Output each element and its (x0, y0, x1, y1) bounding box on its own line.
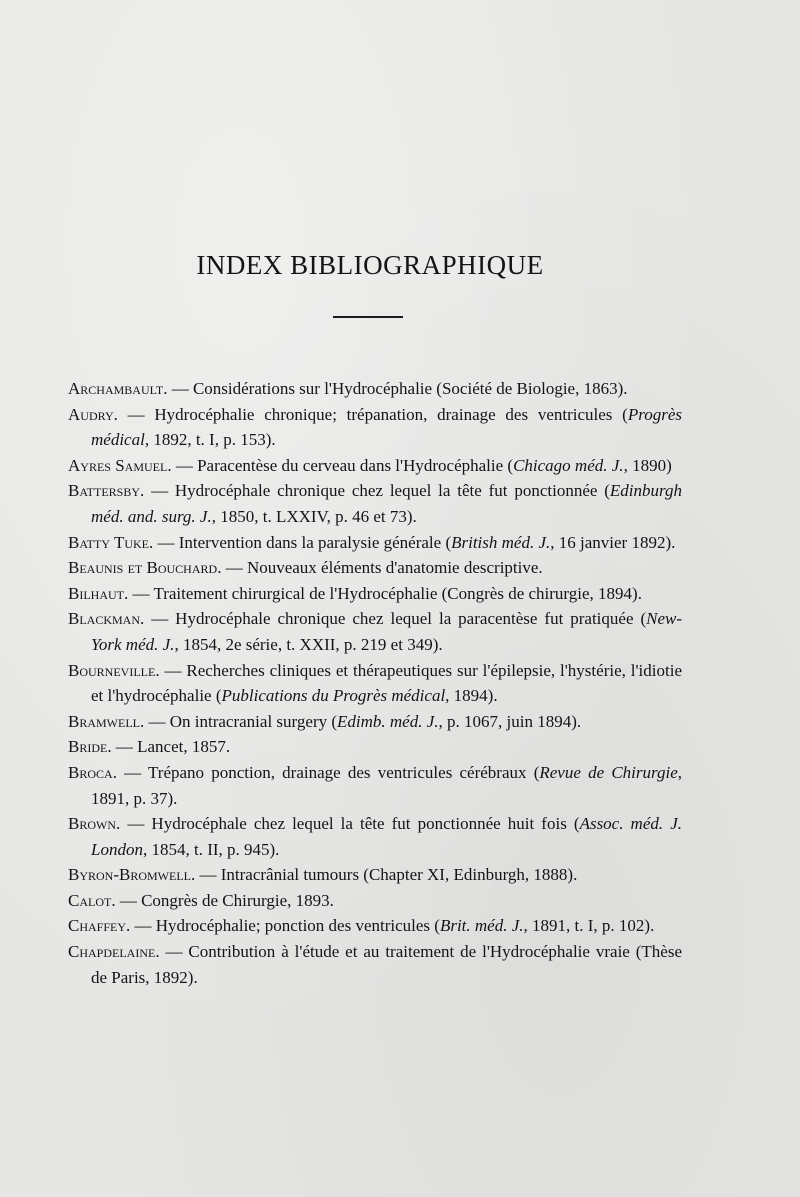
entry-author: Bilhaut (68, 583, 124, 603)
entry-source: Brit. méd. J. (439, 916, 524, 936)
bibliography-entry (68, 658, 682, 709)
bibliography-entry (68, 453, 682, 479)
bibliography-entry (68, 376, 682, 402)
entry-text: . — Hydrocéphalie chronique; trépanation, drainage des ventricules ( (113, 404, 628, 424)
entry-text: . — Hydrocéphale chez lequel la tête fut ponctionnée huit fois ( (116, 814, 580, 834)
entry-text: . — Considérations sur l'Hydrocéphalie (Société de Biologie, 1863). (163, 379, 628, 398)
bibliography-entry (68, 402, 682, 453)
entry-source: Revue de Chirurgie (539, 762, 678, 782)
entry-author: Ayres Samuel (68, 455, 168, 475)
entry-text: , 1892, t. I, p. 153). (144, 430, 276, 450)
entry-text: . — Traitement chirurgical de l'Hydrocéphalie (Congrès de chirurgie, 1894). (124, 583, 642, 603)
bibliography-entry (68, 555, 682, 581)
entry-text: . — Nouveaux éléments d'anatomie descriptive. (217, 558, 543, 578)
entry-author: Batty Tuke (68, 532, 149, 552)
entry-text: . — Hydrocéphale chronique chez lequel la paracentèse fut pratiquée ( (140, 609, 647, 629)
entry-author: Archambault (68, 379, 164, 398)
entry-author: Audry (68, 404, 114, 424)
entry-text: , 1890) (623, 455, 672, 475)
title-divider (333, 316, 403, 318)
entry-text: . — On intracranial surgery ( (140, 711, 338, 731)
entry-author: Blackman (68, 609, 141, 629)
entry-text: , 1891, t. I, p. 102). (523, 916, 655, 936)
entry-author: Bride (68, 737, 108, 757)
entry-source: British méd. J. (451, 532, 551, 552)
entry-source: Edinburgh méd. and. surg. J. (91, 481, 682, 526)
bibliography-entry (68, 939, 682, 990)
entry-source: Progrès médical (91, 404, 682, 450)
bibliography-entry (68, 913, 682, 939)
entry-text: , 1850, t. LXXIV, p. 46 et 73). (211, 506, 417, 526)
entry-text: , 1891, p. 37). (91, 762, 683, 808)
entry-author: Byron-Bromwell (68, 865, 191, 885)
bibliography-entry (68, 581, 682, 607)
entry-source: New-York méd. J. (91, 609, 682, 654)
bibliography-entry (68, 709, 682, 735)
entry-source: Chicago méd. J. (513, 455, 624, 475)
bibliography-entry (68, 530, 682, 556)
entry-text: . — Hydrocéphalie; ponction des ventricules ( (126, 916, 440, 936)
bibliography-list (68, 376, 682, 990)
entry-text: . — Lancet, 1857. (107, 737, 231, 757)
entry-text: . — Paracentèse du cerveau dans l'Hydrocéphalie ( (167, 455, 514, 475)
bibliography-entry (68, 478, 682, 529)
bibliography-entry (68, 811, 682, 862)
entry-author: Chaffey (68, 916, 127, 936)
entry-text: . — Hydrocéphale chronique chez lequel la tête fut ponctionnée ( (140, 481, 610, 501)
entry-source: Publications du Progrès médical (221, 686, 446, 706)
entry-text: . — Intracrânial tumours (Chapter XI, Edinburgh, 1888). (191, 865, 578, 885)
entry-text: . — Trépano ponction, drainage des ventricules cérébraux ( (112, 762, 540, 782)
bibliography-entry (68, 862, 682, 888)
page-title: INDEX BIBLIOGRAPHIQUE (196, 250, 544, 281)
entry-author: Bramwell (68, 711, 140, 731)
entry-author: Calot (68, 890, 112, 910)
bibliography-entry (68, 888, 682, 914)
entry-text: , 1854, t. II, p. 945). (142, 839, 280, 859)
entry-author: Battersby (68, 481, 141, 501)
entry-text: . — Recherches cliniques et thérapeutiques sur l'épilepsie, l'hystérie, l'idiotie et l'hydrocéphalie ( (91, 660, 682, 706)
bibliography-entry (68, 606, 682, 657)
entry-source: Assoc. méd. J. London (91, 814, 683, 859)
entry-text: , 16 janvier 1892). (550, 532, 676, 552)
entry-source: Edimb. méd. J. (337, 711, 439, 731)
entry-text: . — Intervention dans la paralysie générale ( (149, 532, 452, 552)
bibliography-entry (68, 760, 682, 811)
entry-text: , 1854, 2e série, t. XXII, p. 219 et 349). (174, 634, 443, 654)
entry-text: . — Contribution à l'étude et au traitement de l'Hydrocéphalie vraie (Thèse de Paris, 1892). (91, 942, 682, 987)
entry-text: , p. 1067, juin 1894). (438, 711, 582, 731)
bibliography-entry (68, 734, 682, 760)
entry-author: Chapdelaine (68, 942, 156, 962)
entry-text: . — Congrès de Chirurgie, 1893. (111, 890, 334, 910)
entry-author: Bourneville (68, 660, 156, 680)
entry-text: , 1894). (445, 686, 498, 706)
entry-author: Broca (68, 762, 113, 782)
entry-author: Brown (68, 814, 117, 834)
entry-author: Beaunis et Bouchard (68, 558, 218, 578)
